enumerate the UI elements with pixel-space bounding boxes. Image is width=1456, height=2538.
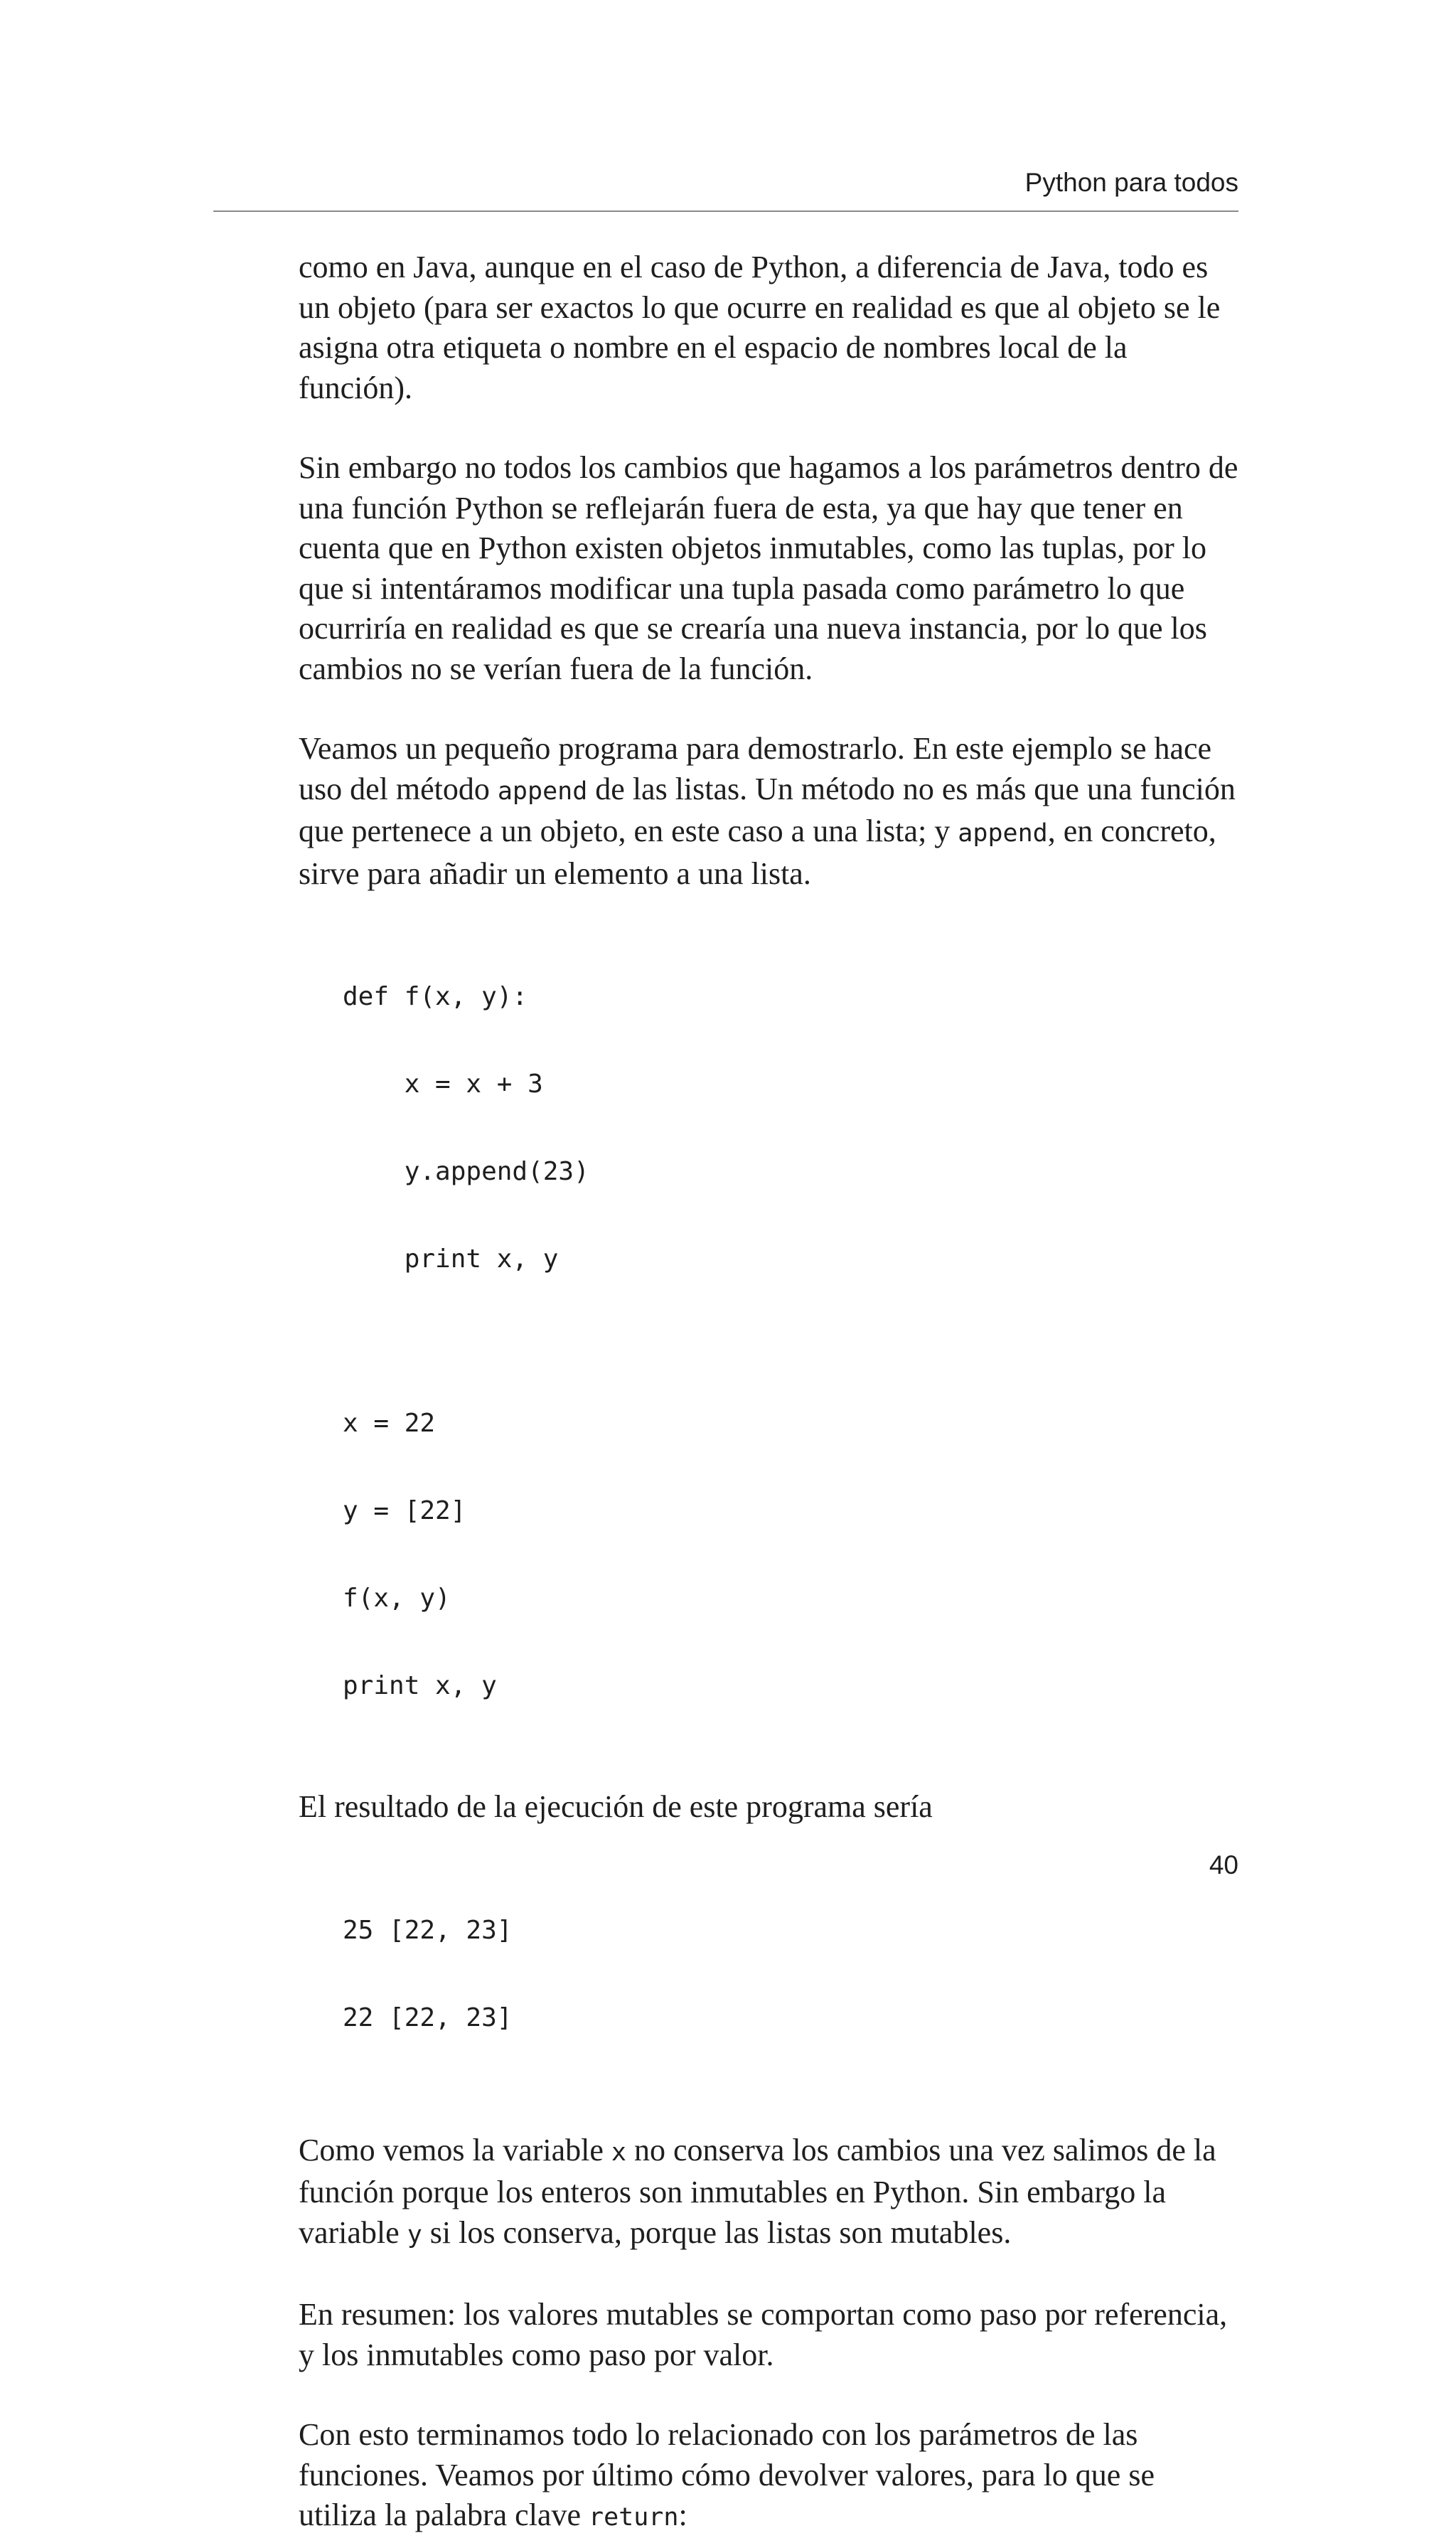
paragraph-5 xyxy=(299,2131,1238,2256)
paragraph-6: En resumen: los valores mutables se comportan como paso por referencia, y los inmutables como paso por valor. xyxy=(299,2297,1228,2372)
code-example-block xyxy=(343,924,1238,1759)
code-line: print x, y xyxy=(343,1671,497,1700)
paragraph-2: Sin embargo no todos los cambios que hagamos a los parámetros dentro de una función Python se reflejarán fuera de esta, ya que hay que tener en cuenta que en Python existen objetos inmutables, como las tuplas, por lo que si intentáramos modificar una tupla pasada como parámetro lo que ocurriría en realidad es que se crearía una nueva instancia, por lo que los cambios no se verían fuera de la función. xyxy=(299,450,1238,686)
code-line: f(x, y) xyxy=(343,1584,451,1613)
paragraph-5-text-b: no conserva los cambios una vez salimos de la función porque los enteros son inmutables en Python. Sin embargo la variable xyxy=(299,2132,1216,2250)
code-line: x = 22 xyxy=(343,1409,436,1438)
output-line: 25 [22, 23] xyxy=(343,1915,513,1945)
page-body xyxy=(299,247,1238,2538)
running-header xyxy=(213,161,1238,212)
inline-code-x: x xyxy=(611,2138,626,2167)
paragraph-4: El resultado de la ejecución de este programa sería xyxy=(299,1789,933,1824)
paragraph-5-text-c: si los conserva, porque las listas son mutables. xyxy=(422,2214,1012,2250)
paragraph-7 xyxy=(299,2415,1238,2538)
inline-code-append-2: append xyxy=(958,819,1048,848)
code-line: y = [22] xyxy=(343,1496,466,1525)
inline-code-return: return xyxy=(589,2503,679,2532)
code-line: print x, y xyxy=(343,1244,559,1274)
inline-code-y: y xyxy=(407,2220,422,2249)
page-number: 40 xyxy=(1209,1850,1238,1879)
code-line: def f(x, y): xyxy=(343,982,528,1011)
paragraph-5-text-a: Como vemos la variable xyxy=(299,2132,611,2168)
book-title: Python para todos xyxy=(1024,168,1238,197)
paragraph-7-text-a: Con esto terminamos todo lo relacionado con los parámetros de las funciones. Veamos por último cómo devolver valores, para lo que se utiliza la palabra clave xyxy=(299,2417,1155,2532)
paragraph-1: como en Java, aunque en el caso de Python, a diferencia de Java, todo es un objeto (para ser exactos lo que ocurre en realidad es que al objeto se le asigna otra etiqueta o nombre en el espacio de nombres local de la función). xyxy=(299,250,1221,405)
code-line: x = x + 3 xyxy=(343,1070,543,1099)
paragraph-3-text-a: Veamos un pequeño programa para demostrarlo. En este ejemplo se hace uso del método xyxy=(299,731,1212,806)
output-example-block xyxy=(343,1857,1238,2091)
inline-code-append: append xyxy=(497,777,588,806)
paragraph-7-text-b: : xyxy=(678,2497,687,2532)
paragraph-3-text-b: de las listas. Un método no es más que una función que pertenece a un objeto, en este caso a una lista; y xyxy=(299,771,1236,848)
paragraph-3-text-c: , en concreto, sirve para añadir un elemento a una lista. xyxy=(299,814,1216,891)
paragraph-3 xyxy=(299,729,1238,894)
code-line: y.append(23) xyxy=(343,1157,589,1186)
output-line: 22 [22, 23] xyxy=(343,2003,513,2032)
